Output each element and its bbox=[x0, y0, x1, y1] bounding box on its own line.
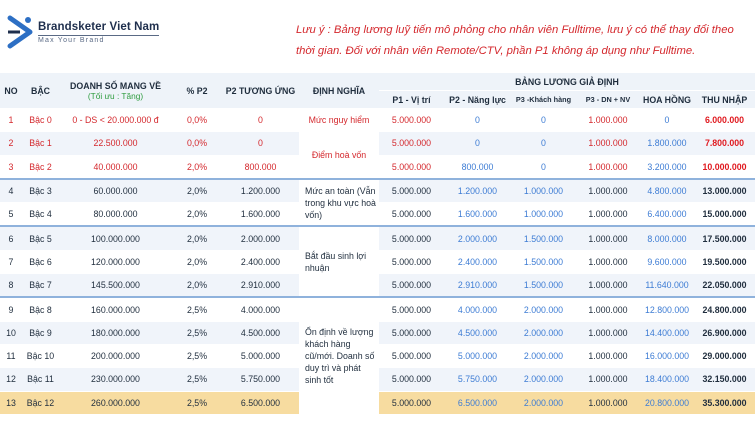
cell-level: Bậc 12 bbox=[22, 391, 59, 414]
cell-p3-business: 1.000.000 bbox=[576, 368, 640, 391]
cell-p3-business: 1.000.000 bbox=[576, 250, 640, 273]
cell-p3-customer: 1.000.000 bbox=[511, 203, 576, 227]
brand-logo-icon bbox=[6, 14, 34, 50]
cell-p2-skill: 5.750.000 bbox=[444, 368, 511, 391]
brand-tagline: Max Your Brand bbox=[38, 35, 159, 44]
cell-p1: 5.000.000 bbox=[379, 297, 444, 321]
cell-p2-percent: 2,5% bbox=[172, 321, 222, 344]
cell-p1: 5.000.000 bbox=[379, 226, 444, 250]
cell-commission: 4.800.000 bbox=[640, 179, 694, 203]
cell-p1: 5.000.000 bbox=[379, 274, 444, 298]
cell-income: 22.050.000 bbox=[694, 274, 755, 298]
definition-breakeven: Điểm hoà vốn bbox=[299, 132, 379, 179]
cell-level: Bậc 3 bbox=[22, 179, 59, 203]
cell-level: Bậc 8 bbox=[22, 297, 59, 321]
cell-level: Bậc 2 bbox=[22, 155, 59, 179]
brand-logo bbox=[6, 14, 159, 50]
cell-no: 3 bbox=[0, 155, 22, 179]
definition-stable: Ổn định về lượng khách hàng cũ/mới. Doanh số duy trì và phát sinh tốt bbox=[299, 297, 379, 414]
cell-no: 11 bbox=[0, 344, 22, 367]
cell-no: 4 bbox=[0, 179, 22, 203]
cell-p2-skill: 0 bbox=[444, 109, 511, 132]
header-revenue bbox=[59, 73, 172, 109]
cell-p3-business: 1.000.000 bbox=[576, 155, 640, 179]
cell-no: 12 bbox=[0, 368, 22, 391]
cell-p2: 5.750.000 bbox=[222, 368, 299, 391]
cell-p3-customer: 2.000.000 bbox=[511, 368, 576, 391]
cell-no: 5 bbox=[0, 203, 22, 227]
cell-commission: 11.640.000 bbox=[640, 274, 694, 298]
definition-safe: Mức an toàn (Vẫn trong khu vực hoà vốn) bbox=[299, 179, 379, 227]
cell-p3-customer: 2.000.000 bbox=[511, 391, 576, 414]
header-level: BẬC bbox=[22, 73, 59, 109]
cell-p2-percent: 0,0% bbox=[172, 132, 222, 155]
cell-income: 24.800.000 bbox=[694, 297, 755, 321]
salary-table bbox=[0, 73, 755, 415]
cell-p3-customer: 1.500.000 bbox=[511, 250, 576, 273]
cell-p3-customer: 1.500.000 bbox=[511, 226, 576, 250]
definition-profit: Bắt đầu sinh lợi nhuận bbox=[299, 226, 379, 297]
cell-level: Bậc 11 bbox=[22, 368, 59, 391]
cell-no: 6 bbox=[0, 226, 22, 250]
cell-p1: 5.000.000 bbox=[379, 391, 444, 414]
cell-commission: 20.800.000 bbox=[640, 391, 694, 414]
cell-p1: 5.000.000 bbox=[379, 321, 444, 344]
cell-p1: 5.000.000 bbox=[379, 109, 444, 132]
cell-p2: 1.600.000 bbox=[222, 203, 299, 227]
cell-p2-skill: 800.000 bbox=[444, 155, 511, 179]
cell-income: 29.000.000 bbox=[694, 344, 755, 367]
cell-p1: 5.000.000 bbox=[379, 344, 444, 367]
cell-revenue: 100.000.000 bbox=[59, 226, 172, 250]
cell-commission: 16.000.000 bbox=[640, 344, 694, 367]
cell-income: 6.000.000 bbox=[694, 109, 755, 132]
cell-p3-business: 1.000.000 bbox=[576, 109, 640, 132]
cell-p1: 5.000.000 bbox=[379, 250, 444, 273]
cell-no: 8 bbox=[0, 274, 22, 298]
cell-p2-skill: 0 bbox=[444, 132, 511, 155]
cell-p2-skill: 4.500.000 bbox=[444, 321, 511, 344]
cell-revenue: 230.000.000 bbox=[59, 368, 172, 391]
cell-p2: 0 bbox=[222, 109, 299, 132]
cell-p3-customer: 2.000.000 bbox=[511, 321, 576, 344]
cell-p1: 5.000.000 bbox=[379, 368, 444, 391]
cell-no: 9 bbox=[0, 297, 22, 321]
cell-level: Bậc 1 bbox=[22, 132, 59, 155]
cell-p2: 2.910.000 bbox=[222, 274, 299, 298]
cell-p2-percent: 2,0% bbox=[172, 250, 222, 273]
cell-p3-customer: 2.000.000 bbox=[511, 297, 576, 321]
cell-p3-business: 1.000.000 bbox=[576, 321, 640, 344]
cell-no: 7 bbox=[0, 250, 22, 273]
cell-p2: 4.500.000 bbox=[222, 321, 299, 344]
cell-income: 7.800.000 bbox=[694, 132, 755, 155]
cell-commission: 3.200.000 bbox=[640, 155, 694, 179]
cell-p2-skill: 5.000.000 bbox=[444, 344, 511, 367]
cell-p2-percent: 2,5% bbox=[172, 297, 222, 321]
cell-income: 10.000.000 bbox=[694, 155, 755, 179]
cell-level: Bậc 6 bbox=[22, 250, 59, 273]
cell-p3-business: 1.000.000 bbox=[576, 344, 640, 367]
header-p3-customer: P3 -Khách hàng bbox=[511, 91, 576, 109]
cell-p2: 6.500.000 bbox=[222, 391, 299, 414]
cell-p2: 2.400.000 bbox=[222, 250, 299, 273]
cell-no: 2 bbox=[0, 132, 22, 155]
cell-p2-skill: 2.910.000 bbox=[444, 274, 511, 298]
cell-income: 15.000.000 bbox=[694, 203, 755, 227]
cell-revenue: 260.000.000 bbox=[59, 391, 172, 414]
cell-p1: 5.000.000 bbox=[379, 132, 444, 155]
cell-p2-skill: 6.500.000 bbox=[444, 391, 511, 414]
cell-commission: 0 bbox=[640, 109, 694, 132]
salary-note: Lưu ý : Bảng lương luỹ tiến mô phỏng cho nhân viên Fulltime, lưu ý có thể thay đổi theo thời gian. Đối với nhân viên Remote/CTV, phần P1 không áp dụng như Fulltime. bbox=[296, 24, 734, 57]
cell-p1: 5.000.000 bbox=[379, 203, 444, 227]
cell-income: 35.300.000 bbox=[694, 391, 755, 414]
header-p1: P1 - Vị trí bbox=[379, 91, 444, 109]
cell-p2-percent: 2,0% bbox=[172, 274, 222, 298]
header-no: NO bbox=[0, 73, 22, 109]
table-row bbox=[0, 297, 755, 321]
cell-revenue: 60.000.000 bbox=[59, 179, 172, 203]
cell-income: 32.150.000 bbox=[694, 368, 755, 391]
cell-p2-skill: 2.400.000 bbox=[444, 250, 511, 273]
cell-revenue: 40.000.000 bbox=[59, 155, 172, 179]
header-salary-group: BẢNG LƯƠNG GIẢ ĐỊNH bbox=[379, 73, 755, 91]
cell-p2-skill: 2.000.000 bbox=[444, 226, 511, 250]
table-row bbox=[0, 132, 755, 155]
cell-revenue: 200.000.000 bbox=[59, 344, 172, 367]
cell-p2: 1.200.000 bbox=[222, 179, 299, 203]
cell-p1: 5.000.000 bbox=[379, 155, 444, 179]
cell-p2-percent: 2,0% bbox=[172, 179, 222, 203]
table-row bbox=[0, 226, 755, 250]
cell-p3-customer: 0 bbox=[511, 155, 576, 179]
table-row bbox=[0, 179, 755, 203]
cell-income: 19.500.000 bbox=[694, 250, 755, 273]
header-revenue-label: DOANH SỐ MANG VỀ bbox=[70, 80, 161, 91]
cell-p2-skill: 1.200.000 bbox=[444, 179, 511, 203]
cell-level: Bậc 0 bbox=[22, 109, 59, 132]
cell-p2: 4.000.000 bbox=[222, 297, 299, 321]
cell-level: Bậc 7 bbox=[22, 274, 59, 298]
cell-commission: 8.000.000 bbox=[640, 226, 694, 250]
cell-p3-business: 1.000.000 bbox=[576, 297, 640, 321]
cell-level: Bậc 5 bbox=[22, 226, 59, 250]
cell-no: 10 bbox=[0, 321, 22, 344]
cell-level: Bậc 9 bbox=[22, 321, 59, 344]
cell-revenue: 22.500.000 bbox=[59, 132, 172, 155]
cell-revenue: 145.500.000 bbox=[59, 274, 172, 298]
cell-revenue: 160.000.000 bbox=[59, 297, 172, 321]
cell-income: 13.000.000 bbox=[694, 179, 755, 203]
cell-p2: 2.000.000 bbox=[222, 226, 299, 250]
cell-p2-skill: 1.600.000 bbox=[444, 203, 511, 227]
cell-commission: 18.400.000 bbox=[640, 368, 694, 391]
cell-p3-business: 1.000.000 bbox=[576, 226, 640, 250]
cell-p2-percent: 2,0% bbox=[172, 203, 222, 227]
cell-p2-percent: 2,5% bbox=[172, 344, 222, 367]
cell-p3-business: 1.000.000 bbox=[576, 132, 640, 155]
cell-p3-business: 1.000.000 bbox=[576, 179, 640, 203]
cell-p2: 800.000 bbox=[222, 155, 299, 179]
cell-revenue: 180.000.000 bbox=[59, 321, 172, 344]
cell-p3-business: 1.000.000 bbox=[576, 391, 640, 414]
header-p2-skill: P2 - Năng lực bbox=[444, 91, 511, 109]
cell-revenue: 120.000.000 bbox=[59, 250, 172, 273]
cell-level: Bậc 4 bbox=[22, 203, 59, 227]
header-p2: P2 TƯƠNG ỨNG bbox=[222, 73, 299, 109]
brand-name: Brandsketer Viet Nam bbox=[38, 20, 160, 33]
cell-commission: 1.800.000 bbox=[640, 132, 694, 155]
cell-p3-business: 1.000.000 bbox=[576, 274, 640, 298]
cell-income: 17.500.000 bbox=[694, 226, 755, 250]
cell-p2: 0 bbox=[222, 132, 299, 155]
header-revenue-sub: (Tối ưu : Tăng) bbox=[87, 90, 144, 101]
cell-commission: 14.400.000 bbox=[640, 321, 694, 344]
cell-p2-percent: 2,0% bbox=[172, 226, 222, 250]
cell-p2-percent: 0,0% bbox=[172, 109, 222, 132]
cell-p2-percent: 2,5% bbox=[172, 368, 222, 391]
cell-no: 1 bbox=[0, 109, 22, 132]
cell-p3-business: 1.000.000 bbox=[576, 203, 640, 227]
header-p3-business: P3 - DN + NV bbox=[576, 91, 640, 109]
cell-commission: 12.800.000 bbox=[640, 297, 694, 321]
header-commission: HOA HỒNG bbox=[640, 91, 694, 109]
cell-commission: 6.400.000 bbox=[640, 203, 694, 227]
cell-p3-customer: 2.000.000 bbox=[511, 344, 576, 367]
cell-p3-customer: 0 bbox=[511, 109, 576, 132]
cell-p3-customer: 0 bbox=[511, 132, 576, 155]
definition-danger: Mức nguy hiểm bbox=[299, 109, 379, 132]
cell-income: 26.900.000 bbox=[694, 321, 755, 344]
cell-level: Bậc 10 bbox=[22, 344, 59, 367]
cell-p2: 5.000.000 bbox=[222, 344, 299, 367]
cell-revenue: 80.000.000 bbox=[59, 203, 172, 227]
table-row bbox=[0, 109, 755, 132]
cell-p3-customer: 1.000.000 bbox=[511, 179, 576, 203]
cell-p3-customer: 1.500.000 bbox=[511, 274, 576, 298]
cell-commission: 9.600.000 bbox=[640, 250, 694, 273]
cell-p1: 5.000.000 bbox=[379, 179, 444, 203]
cell-p2-percent: 2,0% bbox=[172, 155, 222, 179]
header-income: THU NHẬP bbox=[694, 91, 755, 109]
header-p2-percent: % P2 bbox=[172, 73, 222, 109]
header-definition: ĐỊNH NGHĨA bbox=[299, 73, 379, 109]
cell-revenue: 0 - DS < 20.000.000 đ bbox=[59, 109, 172, 132]
cell-p2-percent: 2,5% bbox=[172, 391, 222, 414]
cell-p2-skill: 4.000.000 bbox=[444, 297, 511, 321]
cell-no: 13 bbox=[0, 391, 22, 414]
